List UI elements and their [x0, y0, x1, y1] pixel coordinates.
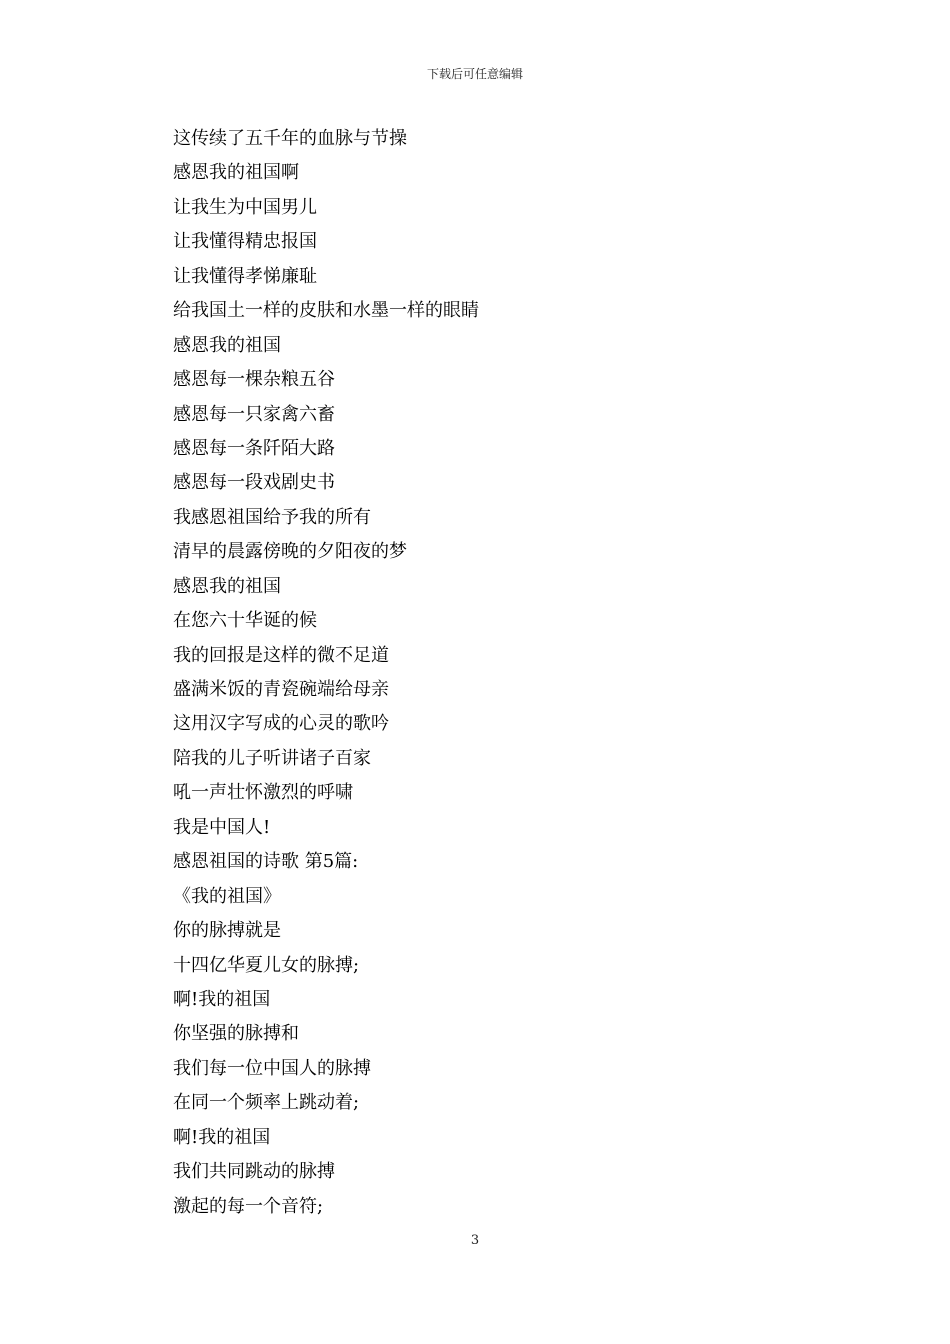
- poem-line: 感恩我的祖国啊: [173, 162, 299, 184]
- poem-line: 激起的每一个音符;: [173, 1195, 324, 1217]
- poem-line: 你的脉搏就是: [173, 920, 281, 942]
- poem-line: 我感恩祖国给予我的所有: [173, 506, 371, 528]
- poem-line: 我们每一位中国人的脉搏: [173, 1057, 371, 1079]
- poem-line: 感恩每一棵杂粮五谷: [173, 369, 335, 391]
- poem-line: 在同一个频率上跳动着;: [173, 1092, 360, 1114]
- poem-line: 我们共同跳动的脉搏: [173, 1161, 335, 1183]
- section-heading: 感恩祖国的诗歌 第5篇:: [173, 851, 359, 873]
- poem-line: 感恩每一段戏剧史书: [173, 472, 335, 494]
- page-header: 下载后可任意编辑: [426, 67, 523, 81]
- poem-line: 在您六十华诞的候: [173, 610, 317, 632]
- poem-line: 感恩每一只家禽六畜: [173, 403, 335, 425]
- poem-line: 我的回报是这样的微不足道: [173, 644, 389, 666]
- poem-line: 感恩我的祖国: [173, 334, 281, 356]
- poem-line: 这用汉字写成的心灵的歌吟: [173, 713, 389, 735]
- poem-line: 你坚强的脉搏和: [173, 1023, 299, 1045]
- poem-title: 《我的祖国》: [173, 885, 281, 907]
- poem-line: 感恩我的祖国: [173, 575, 281, 597]
- poem-line: 给我国土一样的皮肤和水墨一样的眼睛: [173, 300, 479, 322]
- poem-line: 让我懂得孝悌廉耻: [173, 265, 317, 287]
- poem-line: 感恩每一条阡陌大路: [173, 437, 335, 459]
- poem-line: 这传续了五千年的血脉与节操: [173, 128, 407, 149]
- poem-line: 啊!我的祖国: [173, 1126, 271, 1148]
- poem-line: 陪我的儿子听讲诸子百家: [173, 747, 371, 769]
- poem-line: 让我生为中国男儿: [173, 196, 317, 218]
- page-number: 3: [470, 1233, 480, 1248]
- poem-line: 我是中国人!: [173, 816, 271, 838]
- poem-line: 盛满米饭的青瓷碗端给母亲: [173, 679, 389, 700]
- poem-body: [173, 122, 813, 1224]
- poem-line: 啊!我的祖国: [173, 988, 271, 1010]
- poem-line: 清早的晨露傍晚的夕阳夜的梦: [173, 541, 407, 563]
- poem-line: 吼一声壮怀激烈的呼啸: [173, 782, 353, 804]
- poem-line: 十四亿华夏儿女的脉搏;: [173, 954, 360, 976]
- poem-line: 让我懂得精忠报国: [173, 231, 317, 253]
